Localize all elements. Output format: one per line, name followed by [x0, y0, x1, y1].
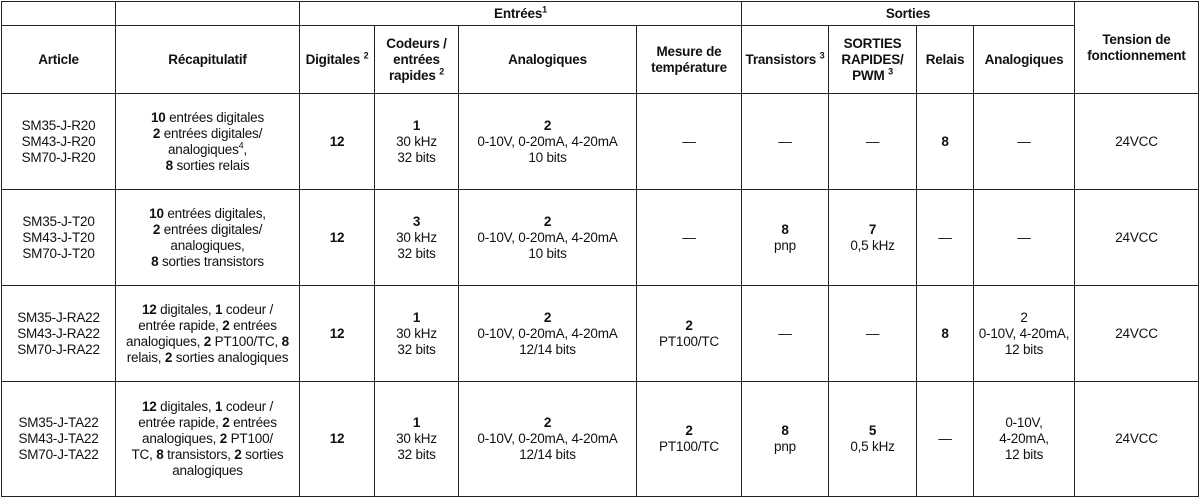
transistors-cell: 8 pnp: [742, 382, 829, 497]
temp-cell: —: [637, 94, 742, 190]
pwm-cell: 7 0,5 kHz: [829, 190, 917, 286]
article-cell: SM35-J-R20 SM43-J-R20 SM70-J-R20: [2, 94, 116, 190]
relais-cell: 8: [917, 286, 974, 382]
table-row: [2, 382, 1199, 497]
table-row: [2, 190, 1199, 286]
group-entrees: Entrées$^1$: [300, 2, 742, 26]
header-mesure-temperature: Mesure de température: [637, 26, 742, 94]
group-sorties: Sorties: [742, 2, 1075, 26]
recap-cell: 10 entrées digitales 2 entrées digitales/ analogiques$^4$, 8 sorties relais: [116, 94, 300, 190]
table-row: [2, 286, 1199, 382]
relais-cell: —: [917, 382, 974, 497]
analog-in-cell: 2 0-10V, 0-20mA, 4-20mA 12/14 bits: [459, 382, 637, 497]
table-row: [2, 94, 1199, 190]
codeurs-cell: 3 30 kHz 32 bits: [375, 190, 459, 286]
article-cell: SM35-J-TA22 SM43-J-TA22 SM70-J-TA22: [2, 382, 116, 497]
tension-cell: 24VCC: [1075, 94, 1199, 190]
header-digitales: Digitales $^2$: [300, 26, 375, 94]
temp-cell: 2 PT100/TC: [637, 286, 742, 382]
analog-out-cell: 2 0-10V, 4-20mA, 12 bits: [974, 286, 1075, 382]
spec-table: [1, 1, 1199, 497]
header-analogiques-out: Analogiques: [974, 26, 1075, 94]
temp-cell: —: [637, 190, 742, 286]
analog-in-cell: 2 0-10V, 0-20mA, 4-20mA 10 bits: [459, 94, 637, 190]
tension-cell: 24VCC: [1075, 286, 1199, 382]
header-analogiques-in: Analogiques: [459, 26, 637, 94]
codeurs-cell: 1 30 kHz 32 bits: [375, 382, 459, 497]
analog-out-cell: —: [974, 94, 1075, 190]
analog-out-cell: —: [974, 190, 1075, 286]
pwm-cell: 5 0,5 kHz: [829, 382, 917, 497]
header-transistors: Transistors $^3$: [742, 26, 829, 94]
analog-in-cell: 2 0-10V, 0-20mA, 4-20mA 12/14 bits: [459, 286, 637, 382]
blank-header-cell: [116, 2, 300, 26]
blank-header-cell: [2, 2, 116, 26]
header-sorties-rapides: SORTIES RAPIDES/ PWM $^3$: [829, 26, 917, 94]
header-recap: Récapitulatif: [116, 26, 300, 94]
pwm-cell: —: [829, 286, 917, 382]
column-header-row: [2, 26, 1199, 94]
relais-cell: —: [917, 190, 974, 286]
header-tension: Tension de fonctionnement: [1075, 2, 1199, 94]
analog-in-cell: 2 0-10V, 0-20mA, 4-20mA 10 bits: [459, 190, 637, 286]
transistors-cell: 8 pnp: [742, 190, 829, 286]
temp-cell: 2 PT100/TC: [637, 382, 742, 497]
header-article: Article: [2, 26, 116, 94]
transistors-cell: —: [742, 286, 829, 382]
relais-cell: 8: [917, 94, 974, 190]
article-cell: SM35-J-T20 SM43-J-T20 SM70-J-T20: [2, 190, 116, 286]
transistors-cell: —: [742, 94, 829, 190]
analog-out-cell: 0-10V, 4-20mA, 12 bits: [974, 382, 1075, 497]
digitales-cell: 12: [300, 94, 375, 190]
digitales-cell: 12: [300, 190, 375, 286]
codeurs-cell: 1 30 kHz 32 bits: [375, 94, 459, 190]
pwm-cell: —: [829, 94, 917, 190]
digitales-cell: 12: [300, 382, 375, 497]
recap-cell: 12 digitales, 1 codeur / entrée rapide, 2 entrées analogiques, 2 PT100/ TC, 8 transistors, 2 sorties analogiques: [116, 382, 300, 497]
recap-cell: 12 digitales, 1 codeur / entrée rapide, 2 entrées analogiques, 2 PT100/TC, 8 relais, 2 sorties analogiques: [116, 286, 300, 382]
digitales-cell: 12: [300, 286, 375, 382]
codeurs-cell: 1 30 kHz 32 bits: [375, 286, 459, 382]
group-header-row: [2, 2, 1199, 26]
header-codeurs: Codeurs / entrées rapides $^2$: [375, 26, 459, 94]
tension-cell: 24VCC: [1075, 190, 1199, 286]
tension-cell: 24VCC: [1075, 382, 1199, 497]
article-cell: SM35-J-RA22 SM43-J-RA22 SM70-J-RA22: [2, 286, 116, 382]
recap-cell: 10 entrées digitales, 2 entrées digitales/ analogiques, 8 sorties transistors: [116, 190, 300, 286]
header-relais: Relais: [917, 26, 974, 94]
